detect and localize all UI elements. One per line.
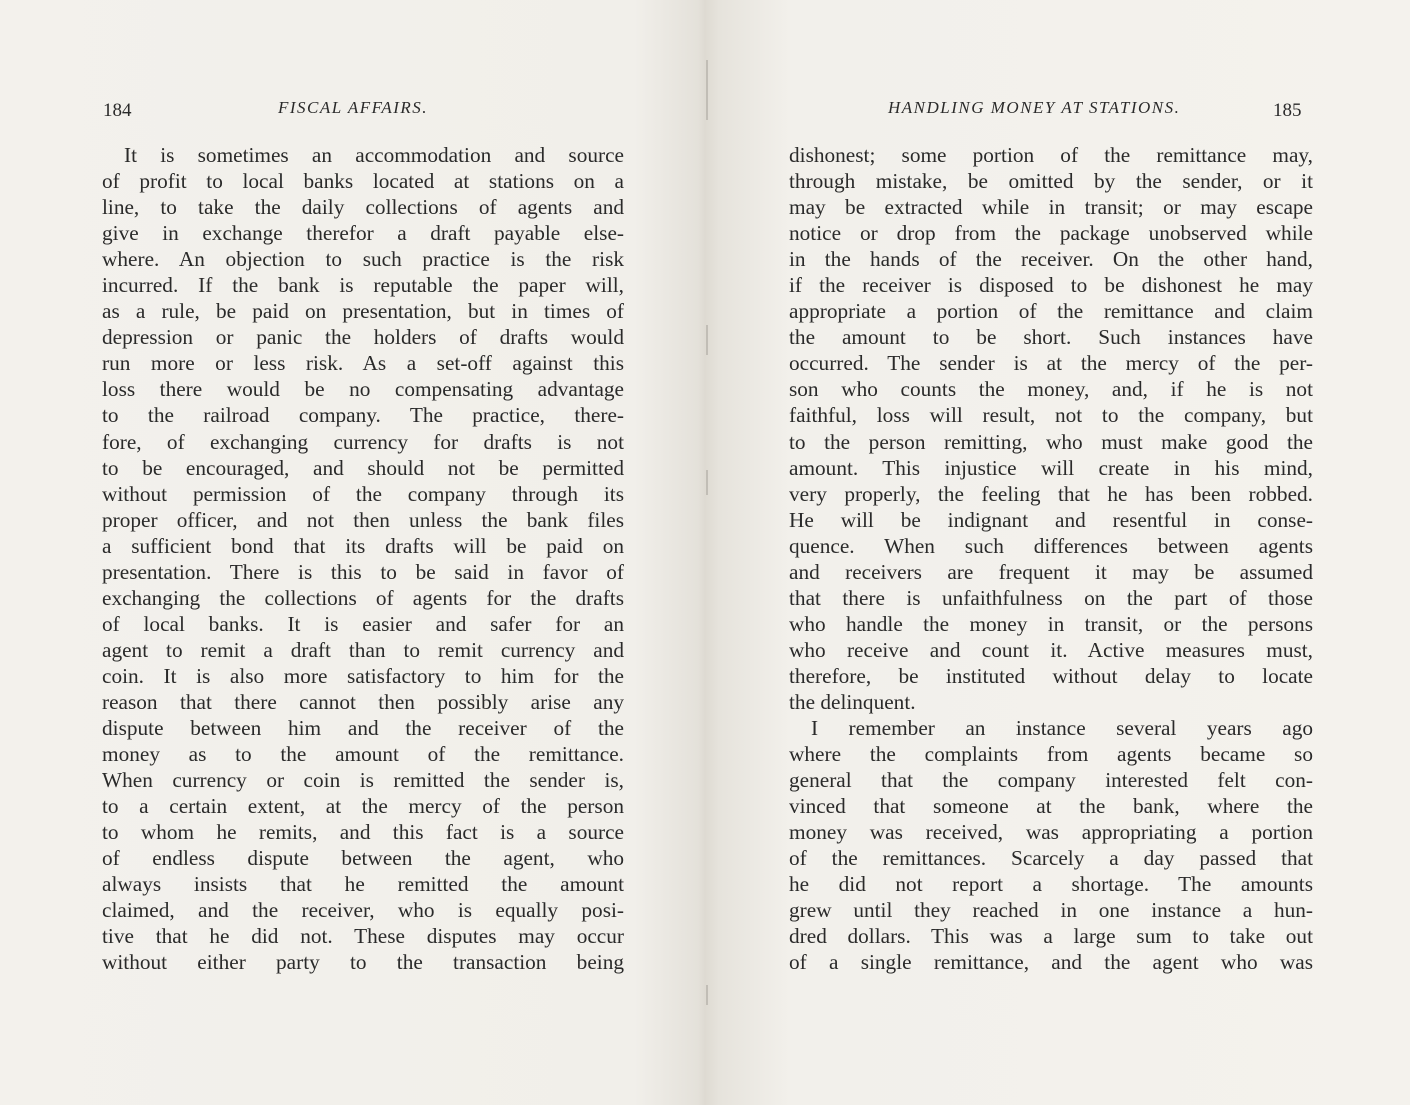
text-line: quence. When such differences between agents [789,533,1313,558]
text-line: to be encouraged, and should not be permitted [102,455,624,480]
text-line: It is sometimes an accommodation and source [124,143,624,167]
text-line: give in exchange therefor a draft payable else- [102,221,624,246]
text-line: who receive and count it. Active measures must, [789,637,1313,662]
text-line: through mistake, be omitted by the sender, or it [789,169,1313,194]
text-line: of the remittances. Scarcely a day passed that [789,846,1313,871]
text-line: vinced that someone at the bank, where the [789,794,1313,819]
text-line: the delinquent. [789,689,916,714]
text-line: that there is unfaithfulness on the part of those [789,585,1313,610]
text-line: son who counts the money, and, if he is not [789,377,1313,402]
text-line: faithful, loss will result, not to the company, but [789,403,1313,428]
running-head: HANDLING MONEY AT STATIONS. [888,98,1181,117]
text-line: always insists that he remitted the amount [102,872,624,897]
text-line: dispute between him and the receiver of the [102,716,624,741]
text-line: He will be indignant and resentful in conse- [789,507,1313,532]
text-line: the amount to be short. Such instances have [789,325,1313,350]
text-line: very properly, the feeling that he has been robbed. [789,481,1313,506]
text-line: presentation. There is this to be said in favor of [102,559,624,584]
text-line: general that the company interested felt con- [789,768,1313,793]
text-line: he did not report a shortage. The amounts [789,872,1313,897]
text-line: reason that there cannot then possibly arise any [102,689,624,714]
text-line: dred dollars. This was a large sum to take out [789,924,1313,949]
text-line: exchanging the collections of agents for the drafts [102,585,624,610]
text-line: in the hands of the receiver. On the other hand, [789,247,1313,272]
text-line: of profit to local banks located at stations on a [102,169,624,194]
text-line: without either party to the transaction being [102,950,624,975]
text-line: proper officer, and not then unless the bank files [102,507,624,532]
body-text [102,142,624,976]
text-line: to the railroad company. The practice, there- [102,403,624,428]
text-line: money was received, was appropriating a portion [789,820,1313,845]
text-line: depression or panic the holders of drafts would [102,325,624,350]
text-line: may be extracted while in transit; or may escape [789,195,1313,220]
text-line: where the complaints from agents became so [789,742,1313,767]
text-line: therefore, be instituted without delay to locate [789,663,1313,688]
text-line: appropriate a portion of the remittance and claim [789,299,1313,324]
page-number: 185 [1273,100,1302,121]
text-line: of local banks. It is easier and safer for an [102,611,624,636]
right-page [705,0,1410,1105]
gutter-shadow [706,325,708,355]
text-line: notice or drop from the package unobserved while [789,221,1313,246]
text-line: amount. This injustice will create in his mind, [789,455,1313,480]
text-line: and receivers are frequent it may be assumed [789,559,1313,584]
page-number: 184 [103,100,132,121]
gutter-shadow [706,470,708,495]
text-line: to a certain extent, at the mercy of the person [102,794,624,819]
gutter-shadow [706,985,708,1005]
text-line: run more or less risk. As a set-off against this [102,351,624,376]
text-line: of a single remittance, and the agent who was [789,950,1313,975]
text-line: grew until they reached in one instance a hun- [789,898,1313,923]
text-line: where. An objection to such practice is the risk [102,247,624,272]
text-line: When currency or coin is remitted the sender is, [102,768,624,793]
text-line: occurred. The sender is at the mercy of the per- [789,351,1313,376]
text-line: fore, of exchanging currency for drafts is not [102,429,624,454]
text-line: incurred. If the bank is reputable the paper will, [102,273,624,298]
text-line: money as to the amount of the remittance. [102,742,624,767]
running-head: FISCAL AFFAIRS. [278,98,428,117]
text-line: line, to take the daily collections of agents and [102,195,624,220]
text-line: claimed, and the receiver, who is equally posi- [102,898,624,923]
text-line: to whom he remits, and this fact is a source [102,820,624,845]
text-line: of endless dispute between the agent, who [102,846,624,871]
text-line: tive that he did not. These disputes may occur [102,924,624,949]
body-text [789,142,1313,976]
text-line: a sufficient bond that its drafts will be paid on [102,533,624,558]
text-line: who handle the money in transit, or the persons [789,611,1313,636]
text-line: agent to remit a draft than to remit currency and [102,637,624,662]
text-line: to the person remitting, who must make good the [789,429,1313,454]
text-line: dishonest; some portion of the remittance may, [789,143,1313,167]
gutter-shadow [706,60,708,120]
text-line: if the receiver is disposed to be dishonest he may [789,273,1313,298]
text-line: I remember an instance several years ago [811,716,1313,741]
text-line: without permission of the company through its [102,481,624,506]
text-line: loss there would be no compensating advantage [102,377,624,402]
text-line: as a rule, be paid on presentation, but in times of [102,299,624,324]
text-line: coin. It is also more satisfactory to him for the [102,663,624,688]
